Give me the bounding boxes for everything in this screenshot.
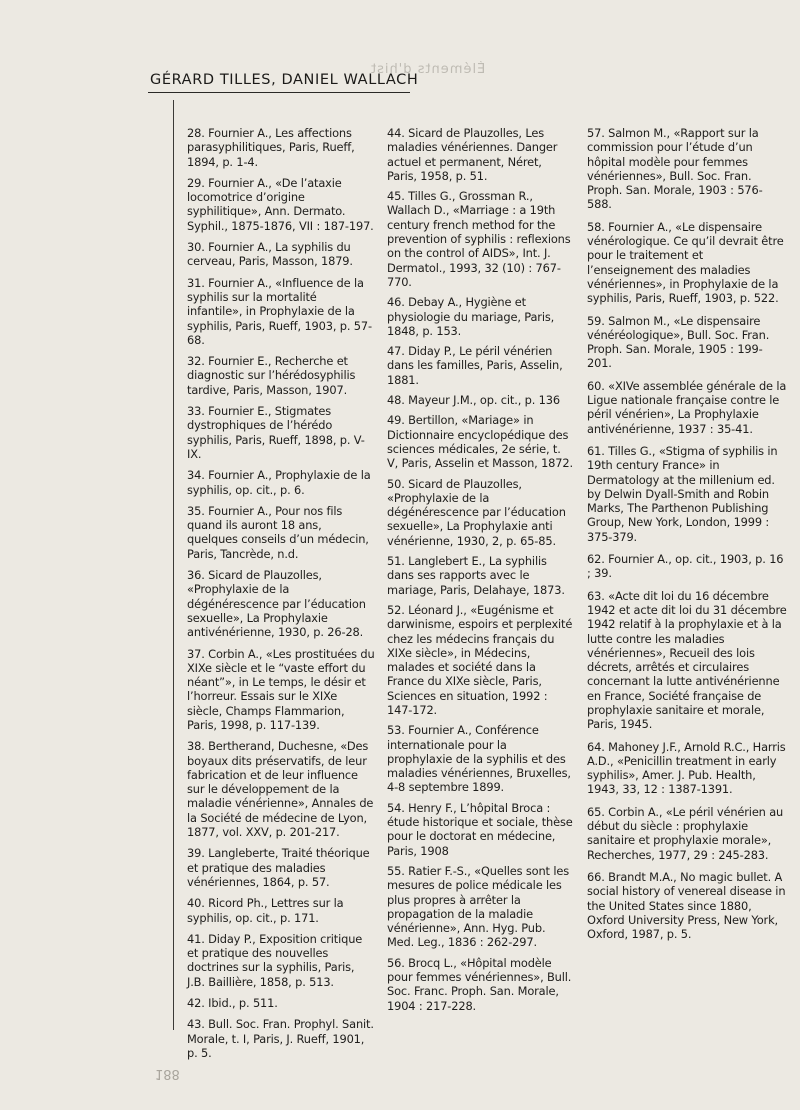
footnote: 38. Bertherand, Duchesne, «Des boyaux dits préservatifs, de leur fabrication et de leur influence sur le développement de la maladie vénérienne», Annales de la Société de médecine de Lyon, 1877, vol. XXV, p. 201-217. [187, 739, 374, 840]
notes-column-1 [187, 126, 375, 1067]
running-head-authors: GÉRARD TILLES, DANIEL WALLACH [150, 72, 419, 88]
footnote: 59. Salmon M., «Le dispensaire vénéréologique», Bull. Soc. Fran. Proph. San. Morale, 1905 : 199-201. [587, 313, 770, 371]
footnote: 41. Diday P., Exposition critique et pratique des nouvelles doctrines sur la syphilis, Paris, J.B. Baillière, 1858, p. 513. [187, 931, 363, 989]
footnote: 30. Fournier A., La syphilis du cerveau, Paris, Masson, 1879. [187, 240, 353, 269]
notes-column-3 [587, 126, 787, 949]
footnote: 44. Sicard de Plauzolles, Les maladies vénériennes. Danger actuel et permanent, Néret, Paris, 1958, p. 51. [387, 126, 558, 183]
footnote: 64. Mahoney J.F., Arnold R.C., Harris A.D., «Penicillin treatment in early syphilis», Amer. J. Pub. Health, 1943, 33, 12 : 1387-1391. [587, 739, 786, 797]
footnote: 62. Fournier A., op. cit., 1903, p. 16 ; 39. [587, 552, 784, 581]
bleed-through-page-number: 188 [155, 1066, 180, 1081]
footnote: 37. Corbin A., «Les prostituées du XIXe siècle et le “vaste effort du néant”», in Le temps, le désir et l’horreur. Essais sur le XIXe siècle, Champs Flammarion, Paris, 1998, p. 117-139. [187, 646, 375, 732]
footnote: 54. Henry F., L’hôpital Broca : étude historique et sociale, thèse pour le doctorat en médecine, Paris, 1908 [387, 800, 573, 858]
footnote: 55. Ratier F.-S., «Quelles sont les mesures de police médicale les plus propres à arrêter la propagation de la maladie vénérienne», Ann. Hyg. Pub. Med. Leg., 1836 : 262-297. [387, 863, 569, 950]
footnote: 46. Debay A., Hygiène et physiologie du mariage, Paris, 1848, p. 153. [387, 295, 555, 338]
footnote: 42. Ibid., p. 511. [187, 996, 278, 1011]
footnote: 28. Fournier A., Les affections parasyphilitiques, Paris, Rueff, 1894, p. 1-4. [187, 126, 355, 169]
footnote: 39. Langleberte, Traité théorique et pratique des maladies vénériennes, 1864, p. 57. [187, 846, 370, 889]
footnote: 33. Fournier E., Stigmates dystrophiques de l’hérédo syphilis, Paris, Rueff, 1898, p. V-IX. [187, 404, 365, 461]
footnote: 48. Mayeur J.M., op. cit., p. 136 [387, 393, 560, 408]
notes-column-2 [387, 126, 575, 1019]
footnote: 52. Léonard J., «Eugénisme et darwinisme, espoirs et perplexité chez les médecins français du XIXe siècle», in Médecins, malades et société dans la France du XIXe siècle, Paris, Sciences en situation, 1992 : 147-172. [387, 602, 573, 717]
footnote: 34. Fournier A., Prophylaxie de la syphilis, op. cit., p. 6. [187, 468, 371, 497]
footnote: 35. Fournier A., Pour nos fils quand ils auront 18 ans, quelques conseils d’un médecin, Paris, Tancrède, n.d. [187, 503, 369, 561]
margin-rule [173, 100, 174, 1030]
bleed-through-title: Éléments d'hist [370, 62, 486, 77]
header-rule [148, 92, 410, 93]
footnote: 51. Langlebert E., La syphilis dans ses rapports avec le mariage, Paris, Delahaye, 1873. [387, 554, 565, 597]
footnote: 53. Fournier A., Conférence internationale pour la prophylaxie de la syphilis et des maladies vénériennes, Bruxelles, 4-8 septembre 1899. [387, 723, 571, 795]
footnote: 61. Tilles G., «Stigma of syphilis in 19th century France» in Dermatology at the millenium ed. by Delwin Dyall-Smith and Robin Marks, The Parthenon Publishing Group, New York, London, 1999 : 375-379. [587, 443, 778, 544]
footnote: 56. Brocq L., «Hôpital modèle pour femmes vénériennes», Bull. Soc. Franc. Proph. San. Morale, 1904 : 217-228. [387, 955, 572, 1013]
footnote: 36. Sicard de Plauzolles, «Prophylaxie de la dégénérescence par l’éducation sexuelle», La Prophylaxie antivénérienne, 1930, p. 26-28. [187, 568, 366, 640]
footnote: 50. Sicard de Plauzolles, «Prophylaxie de la dégénérescence par l’éducation sexuelle», La Prophylaxie anti vénérienne, 1930, 2, p. 65-85. [387, 476, 566, 548]
footnote: 63. «Acte dit loi du 16 décembre 1942 et acte dit loi du 31 décembre 1942 relatif à la prophylaxie et à la lutte contre les maladies vénériennes», Recueil des lois décrets, arrêtés et circulaires concernant la lutte antivénérienne en France, Société française de prophylaxie sanitaire et morale, Paris, 1945. [587, 588, 787, 732]
footnote: 66. Brandt M.A., No magic bullet. A social history of venereal disease in the United States since 1880, Oxford University Press, New York, Oxford, 1987, p. 5. [587, 869, 786, 942]
footnote: 43. Bull. Soc. Fran. Prophyl. Sanit. Morale, t. I, Paris, J. Rueff, 1901, p. 5. [187, 1017, 374, 1060]
footnote: 32. Fournier E., Recherche et diagnostic sur l’hérédosyphilis tardive, Paris, Masson, 1907. [187, 354, 356, 397]
footnote: 57. Salmon M., «Rapport sur la commission pour l’étude d’un hôpital modèle pour femmes vénériennes», Bull. Soc. Fran. Proph. San. Morale, 1903 : 576-588. [587, 126, 763, 212]
footnote: 65. Corbin A., «Le péril vénérien au début du siècle : prophylaxie sanitaire et prophylaxie morale», Recherches, 1977, 29 : 245-283. [587, 804, 784, 862]
footnote: 60. «XIVe assemblée générale de la Ligue nationale française contre le péril vénérien», La Prophylaxie antivénérienne, 1937 : 35-41. [587, 378, 787, 436]
footnote: 58. Fournier A., «Le dispensaire vénérologique. Ce qu’il devrait être pour le traitement et l’enseignement des maladies vénériennes», in Prophylaxie de la syphilis, Paris, Rueff, 1903, p. 522. [587, 219, 784, 306]
footnote: 45. Tilles G., Grossman R., Wallach D., «Marriage : a 19th century french method for the prevention of syphilis : reflexions on the control of AIDS», Int. J. Dermatol., 1993, 32 (10) : 767-770. [387, 189, 571, 289]
footnote: 40. Ricord Ph., Lettres sur la syphilis, op. cit., p. 171. [187, 896, 344, 925]
footnote: 31. Fournier A., «Influence de la syphilis sur la mortalité infantile», in Prophylaxie de la syphilis, Paris, Rueff, 1903, p. 57-68. [187, 275, 372, 347]
footnote: 29. Fournier A., «De l’ataxie locomotrice d’origine syphilitique», Ann. Dermato. Syphil., 1875-1876, VII : 187-197. [187, 175, 374, 233]
footnote: 47. Diday P., Le péril vénérien dans les familles, Paris, Asselin, 1881. [387, 344, 563, 387]
footnote: 49. Bertillon, «Mariage» in Dictionnaire encyclopédique des sciences médicales, 2e série, t. V, Paris, Asselin et Masson, 1872. [387, 413, 573, 471]
